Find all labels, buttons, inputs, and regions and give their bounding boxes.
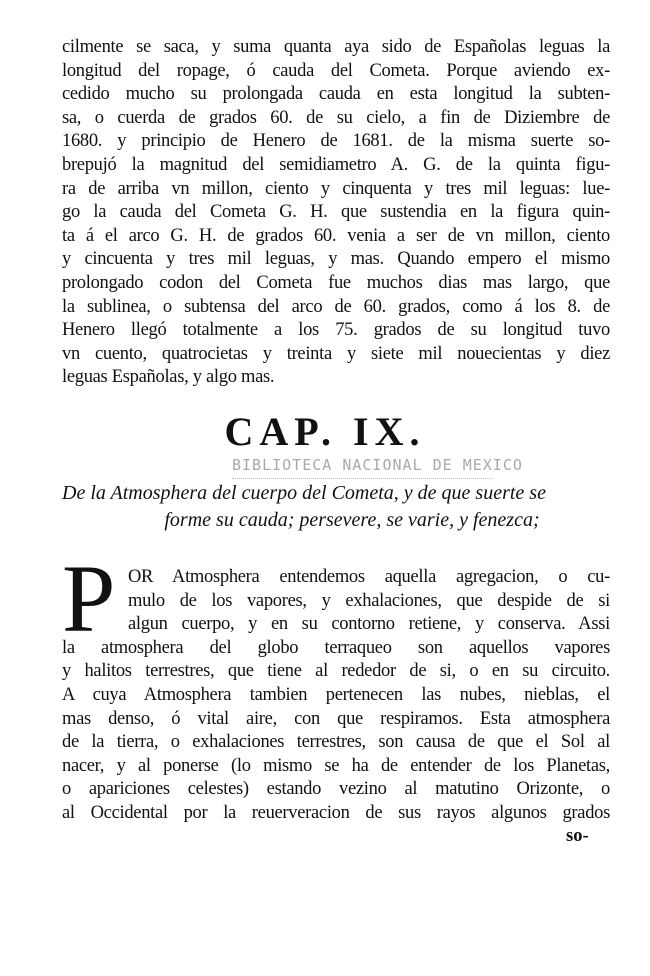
text-line: la sublinea, o subtensa del arco de 60. grados, como á los 8. de bbox=[62, 296, 610, 317]
text-line: o apariciones celestes) estando vezino al matutino Orizonte, o bbox=[62, 779, 610, 800]
text-line: 1680. y principio de Henero de 1681. de la misma suerte so- bbox=[62, 131, 610, 152]
paragraph-atmosphere bbox=[62, 566, 610, 826]
text-line: OR Atmosphera entendemos aquella agregacion, o cu- bbox=[128, 567, 610, 587]
text-line: cedido mucho su prolongada cauda en esta longitud la subten- bbox=[62, 84, 610, 105]
text-line: vn cuento, quatrocietas y treinta y siete mil nouecientas y diez bbox=[62, 343, 610, 364]
text-line: nacer, y al ponerse (lo mismo se ha de entender de los Planetas, bbox=[62, 755, 610, 776]
chapter-title-line: forme su cauda; persevere, se varie, y fenezca; bbox=[164, 509, 540, 531]
chapter-heading: CAP. IX. bbox=[224, 409, 426, 454]
text-line: brepujó la magnitud del semidiametro A. G. de la quinta figu- bbox=[62, 154, 610, 175]
text-line: longitud del ropage, ó cauda del Cometa. Porque aviendo ex- bbox=[62, 60, 610, 81]
catchword: so- bbox=[566, 826, 589, 846]
text-line: A cuya Atmosphera tambien pertenecen las nubes, nieblas, el bbox=[62, 684, 610, 705]
text-line: prolongado codon del Cometa fue muchos dias mas largo, que bbox=[62, 272, 610, 293]
library-stamp: BIBLIOTECA NACIONAL DE MEXICO bbox=[232, 456, 492, 479]
text-line: y halitos terrestres, que tiene al rededor de si, o en su circuito. bbox=[62, 661, 610, 682]
drop-cap: P bbox=[62, 545, 116, 652]
text-line: ta á el arco G. H. de grados 60. venia a ser de vn millon, ciento bbox=[62, 225, 610, 246]
text-line: sa, o cuerda de grados 60. de su cielo, a fin de Diziembre de bbox=[62, 107, 610, 128]
text-line: Henero llegó totalmente a los 75. grados de su longitud tuvo bbox=[62, 320, 610, 341]
text-line: ra de arriba vn millon, ciento y cinquenta y tres mil leguas: lue- bbox=[62, 178, 610, 199]
chapter-title bbox=[62, 480, 602, 534]
text-line: la atmosphera del globo terraqueo son aquellos vapores bbox=[62, 637, 610, 658]
text-line: mas denso, ó vital aire, con que respiramos. Esta atmosphera bbox=[62, 708, 610, 729]
text-line: go la cauda del Cometa G. H. que sustendia en la figura quin- bbox=[62, 202, 610, 223]
text-line: al Occidental por la reuerveracion de sus rayos algunos grados bbox=[62, 802, 610, 823]
chapter-title-line: De la Atmosphera del cuerpo del Cometa, y de que suerte se bbox=[62, 482, 546, 504]
text-line: algun cuerpo, y en su contorno retiene, y conserva. Assi bbox=[128, 614, 610, 635]
paragraph-comet-tail bbox=[62, 36, 610, 390]
text-line: y cincuenta y tres mil leguas, y mas. Quando empero el mismo bbox=[62, 249, 610, 270]
text-line: leguas Españolas, y algo mas. bbox=[62, 367, 275, 388]
text-line: cilmente se saca, y suma quanta aya sido de Españolas leguas la bbox=[62, 37, 610, 57]
text-line: de la tierra, o exhalaciones terrestres, son causa de que el Sol al bbox=[62, 732, 610, 753]
text-line: mulo de los vapores, y exhalaciones, que despide de si bbox=[128, 590, 610, 611]
